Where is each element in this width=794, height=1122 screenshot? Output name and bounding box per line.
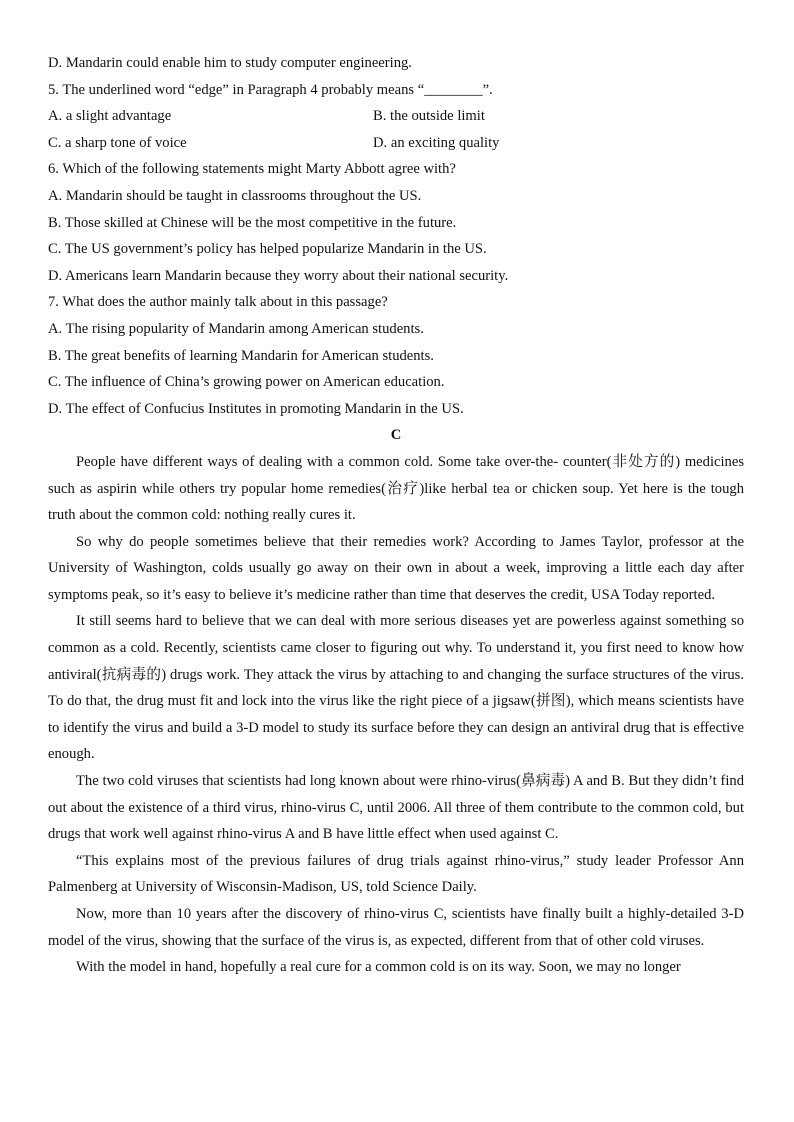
q6-option-b: B. Those skilled at Chinese will be the most competitive in the future.: [48, 214, 457, 231]
q4-option-d: D. Mandarin could enable him to study computer engineering.: [48, 55, 412, 71]
passage-paragraph-2: So why do people sometimes believe that their remedies work? According to James Taylor, professor at the University of Washington, colds usually go away on their own in about a week, improving a little each day after symptoms peak, so it’s easy to believe it’s medicine rather than time that deserves the credit, USA Today reported.: [48, 533, 744, 603]
passage-paragraph-1: People have different ways of dealing with a common cold. Some take over-the- counter(非处方的) medicines such as aspirin while others try popular home remedies(治疗)like herbal tea or chicken soup. Yet here is the tough truth about the common cold: nothing really cures it.: [48, 453, 744, 524]
passage-paragraph-4: The two cold viruses that scientists had long known about were rhino-virus(鼻病毒) A and B. But they didn’t find out about the existence of a third virus, rhino-virus C, until 2006. All three of them contribute to the common cold, but drugs that work well against rhino-virus A and B have little effect when used against C.: [48, 773, 744, 843]
q6-option-d: D. Americans learn Mandarin because they worry about their national security.: [48, 267, 509, 284]
q6-stem: 6. Which of the following statements might Marty Abbott agree with?: [48, 161, 456, 178]
document-page: [48, 50, 744, 981]
q5-option-d: D. an exciting quality: [373, 134, 500, 151]
q5-options-row-1: [48, 103, 744, 130]
q5-options-row-2: [48, 130, 744, 157]
q5-stem: 5. The underlined word “edge” in Paragraph 4 probably means “________”.: [48, 81, 493, 98]
passage-paragraph-3: It still seems hard to believe that we can deal with more serious diseases yet are powerless against something so common as a cold. Recently, scientists came closer to figuring out why. To understand it, you first need to know how antiviral(抗病毒的) drugs work. They attack the virus by attaching to and changing the surface structures of the virus. To do that, the drug must fit and lock into the virus like the right piece of a jigsaw(拼图), which means scientists have to identify the virus and build a 3-D model to study its surface before they can design an antiviral drug that is effective enough.: [48, 613, 744, 763]
q7-option-a: A. The rising popularity of Mandarin among American students.: [48, 320, 424, 337]
q6-option-c: C. The US government’s policy has helped popularize Mandarin in the US.: [48, 241, 487, 258]
section-heading: C: [390, 427, 402, 444]
passage-paragraph-6: Now, more than 10 years after the discovery of rhino-virus C, scientists have finally built a highly-detailed 3-D model of the virus, showing that the surface of the virus is, as expected, different from that of other cold viruses.: [48, 906, 744, 949]
q7-option-c: C. The influence of China’s growing power on American education.: [48, 374, 445, 391]
q5-option-a: A. a slight advantage: [48, 108, 172, 125]
q7-stem: 7. What does the author mainly talk about in this passage?: [48, 294, 388, 311]
q7-option-d: D. The effect of Confucius Institutes in promoting Mandarin in the US.: [48, 400, 464, 417]
q5-option-b: B. the outside limit: [373, 108, 485, 125]
passage-paragraph-7: With the model in hand, hopefully a real cure for a common cold is on its way. Soon, we may no longer: [76, 959, 681, 976]
q7-option-b: B. The great benefits of learning Mandarin for American students.: [48, 347, 434, 364]
passage-paragraph-5: “This explains most of the previous failures of drug trials against rhino-virus,” study leader Professor Ann Palmenberg at University of Wisconsin-Madison, US, told Science Daily.: [48, 852, 744, 896]
q5-option-c: C. a sharp tone of voice: [48, 134, 187, 151]
q6-option-a: A. Mandarin should be taught in classrooms throughout the US.: [48, 187, 422, 204]
